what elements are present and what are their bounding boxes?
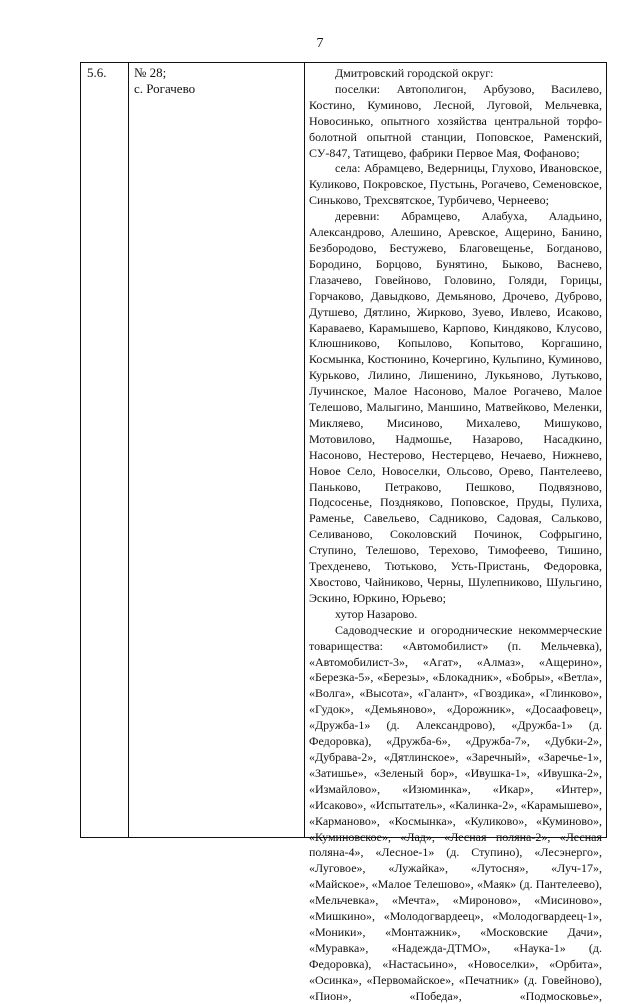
villages-paragraph: села: Абрамцево, Ведерницы, Глухово, Ивановское, Куликово, Покровское, Пустынь, Рогачево, Семеновское, Синьково, Трехсвятское, Турбичево, Чернеево; [309,161,602,208]
row-description-cell [305,63,606,1003]
farmstead-paragraph: хутор Назарово. [335,606,418,621]
page-number: 7 [316,36,324,51]
row-name-cell [129,63,305,837]
settlement-name: с. Рогачево [134,81,196,96]
hamlets-paragraph: деревни: Абрамцево, Алабуха, Аладьино, Александрово, Алешино, Аревское, Ащерино, Банино, Безбородово, Бестужево, Благовещенье, Богданово, Бородино, Борцово, Бунятино, Быково, Васнево, Глазачево, Говейново, Головино, Голяди, Горицы, Горчаково, Давыдково, Демьяново, Дрочево, Дуброво, Дутшево, Дятлино, Жирково, Зуево, Ивлево, Исаково, Караваево, Карамышево, Карпово, Киндяково, Клусово, Клюшниково, Копылово, Копытово, Коргашино, Космынка, Костюнино, Кочергино, Кульпино, Куминово, Курьково, Лилино, Лишенино, Лукьяново, Лутьково, Лучинское, Малое Насоново, Малое Рогачево, Малое Телешово, Малыгино, Маншино, Матвейково, Меленки, Микляево, Мисиново, Михалево, Мишуково, Мотовилово, Надмошье, Назарово, Насадкино, Насоново, Нестерово, Нестерцево, Нечаево, Нижнево, Новое Село, Новоселки, Ольсово, Орево, Пантелеево, Паньково, Петраково, Пешково, Подвязново, Подсосенье, Поздняково, Поповское, Пруды, Пулиха, Раменье, Савельево, Садниково, Садовая, Сальково, Селиваново, Соколовский Починок, Софрыгино, Ступино, Телешово, Терехово, Тимофеево, Тишино, Трехденево, Тютьково, Усть-Пристань, Федоровка, Хвостово, Чайниково, Черны, Шулепниково, Шульгино, Эскино, Юркино, Юрьево; [309,209,602,605]
district-heading: Дмитровский городской округ: [335,66,494,80]
settlements-paragraph: поселки: Автополигон, Арбузово, Василево, Костино, Куминово, Лесной, Луговой, Мельчевка, Новосинько, опытного хозяйства центральной торфо-болотной опытной станции, Поповское, Раменский, СУ-847, Татищево, фабрики Первое Мая, Фофаново; [309,81,602,160]
associations-paragraph: Садоводческие и огороднические некоммерческие товарищества: «Автомобилист» (п. Мельчевка), «Автомобилист-3», «Агат», «Алмаз», «Ащерино», «Березка-5», «Березы», «Блокадник», «Бобры», «Ветла», «Волга», «Высота», «Галант», «Гвоздика», «Глинково», «Гудок», «Демьяново», «Дорожник», «Досаафовец», «Дружба-1» (д. Александрово), «Дружба-1» (д. Федоровка), «Дружба-6», «Дружба-7», «Дубки-2», «Дубрава-2», «Дятлинское», «Заречный», «Заречье-1», «Затишье», «Зеленый бор», «Ивушка-1», «Ивушка-2», «Измайлово», «Изюминка», «Икар», «Интер», «Исаково», «Испытатель», «Калинка-2», «Карамышево», «Карманово», «Космынка», «Куликово», «Куминово», «Куминовское», «Лад», «Лесная поляна-2», «Лесная поляна-4», «Лесное-1» (д. Ступино), «Лесэнерго», «Луговое», «Лужайка», «Лутосня», «Луч-17», «Майское», «Малое Телешово», «Маяк» (д. Пантелеево), «Мельчевка», «Мечта», «Мироново», «Мисиново», «Мишкино», «Молодогвардеец», «Молодогвардеец-1», «Моники», «Монтажник», «Московские Дачи», «Муравка», «Надежда-ДТМО», «Наука-1» (д. Федоровка), «Настасьино», «Новоселки», «Орбита», «Осинка», «Первомайское», «Печатник» (д. Говейново), «Пион», «Победа», «Подмосковье», [309,622,602,1003]
district-number: № 28; [134,65,167,80]
document-table [80,62,607,1003]
row-index-cell: 5.6. [81,63,129,837]
